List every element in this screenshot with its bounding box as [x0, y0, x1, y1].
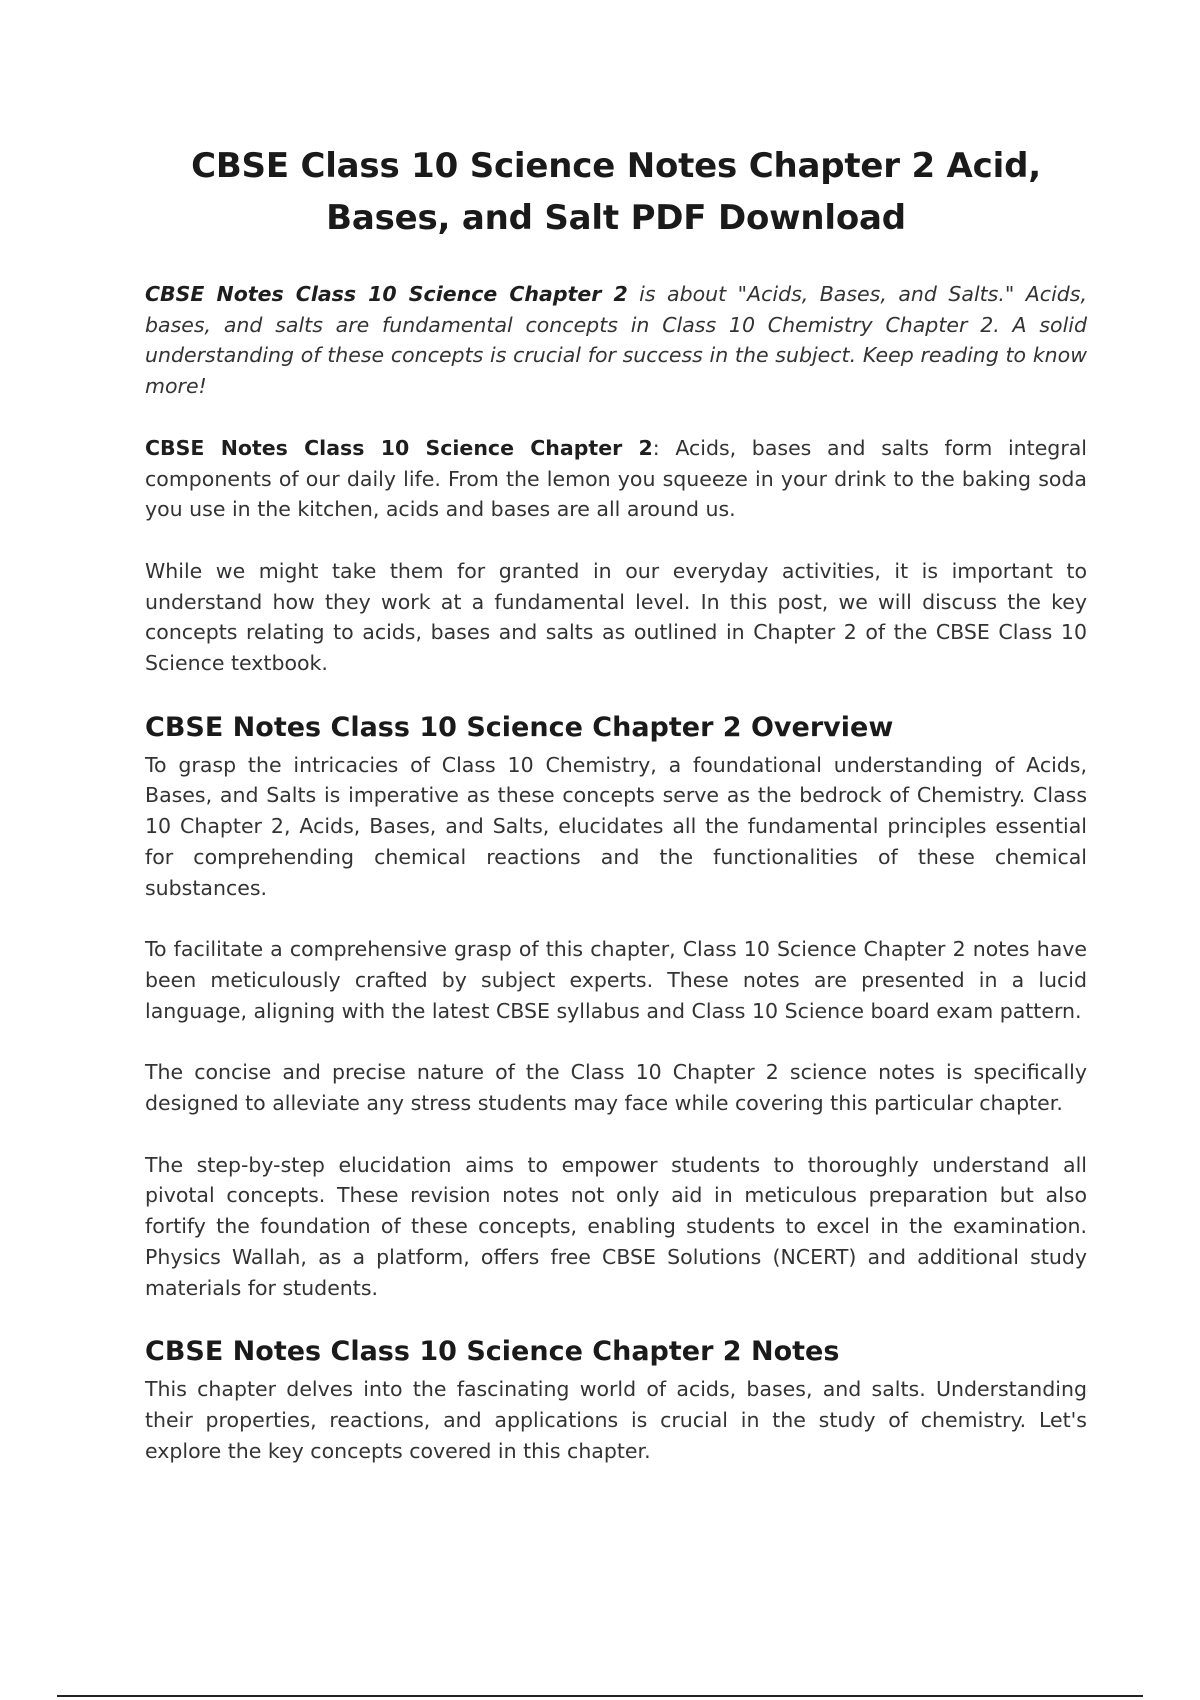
footer-divider	[57, 1695, 1143, 1697]
daily-life-text: : Acids, bases and salts form integral components of our daily life. From the lemon you squeeze in your drink to the baking soda you use in the kitchen, acids and bases are all around us.	[145, 435, 1088, 522]
overview-paragraph: To facilitate a comprehensive grasp of this chapter, Class 10 Science Chapter 2 notes have been meticulously crafted by subject experts. These notes are presented in a lucid language, aligning with the latest CBSE syllabus and Class 10 Science board exam pattern.	[145, 937, 1087, 1023]
document-page	[145, 140, 1087, 1497]
overview-paragraph: To grasp the intricacies of Class 10 Chemistry, a foundational understanding of Acids, Bases, and Salts is imperative as these concepts serve as the bedrock of Chemistry. Class 10 Chapter 2, Acids, Bases, and Salts, elucidates all the fundamental principles essential for comprehending chemical reactions and the functionalities of these chemical substances.	[145, 752, 1087, 900]
notes-paragraph: This chapter delves into the fascinating world of acids, bases, and salts. Understanding their properties, reactions, and applications is crucial in the study of chemistry. Let's explore the key concepts covered in this chapter.	[145, 1377, 1087, 1463]
notes-heading: CBSE Notes Class 10 Science Chapter 2 Notes	[145, 1336, 840, 1368]
intro-paragraph	[145, 279, 1087, 402]
page-title: CBSE Class 10 Science Notes Chapter 2 Acid, Bases, and Salt PDF Download	[191, 146, 1041, 238]
overview-paragraph: The concise and precise nature of the Class 10 Chapter 2 science notes is specifically designed to alleviate any stress students may face while covering this particular chapter.	[145, 1060, 1087, 1116]
overview-paragraph: The step-by-step elucidation aims to empower students to thoroughly understand all pivotal concepts. These revision notes not only aid in meticulous preparation but also fortify the foundation of these concepts, enabling students to excel in the examination. Physics Wallah, as a platform, offers free CBSE Solutions (NCERT) and additional study materials for students.	[145, 1152, 1087, 1300]
daily-life-paragraph	[145, 433, 1087, 525]
daily-life-bold-lead: CBSE Notes Class 10 Science Chapter 2	[145, 435, 653, 460]
intro-bold-lead: CBSE Notes Class 10 Science Chapter 2	[145, 282, 628, 306]
intro-text: is about "Acids, Bases, and Salts." Acids, bases, and salts are fundamental concepts in Class 10 Chemistry Chapter 2. A solid understanding of these concepts is crucial for success in the subject. Keep reading to know more!	[145, 282, 1087, 399]
overview-heading: CBSE Notes Class 10 Science Chapter 2 Overview	[145, 711, 894, 743]
granted-paragraph: While we might take them for granted in our everyday activities, it is important to understand how they work at a fundamental level. In this post, we will discuss the key concepts relating to acids, bases and salts as outlined in Chapter 2 of the CBSE Class 10 Science textbook.	[145, 558, 1087, 676]
